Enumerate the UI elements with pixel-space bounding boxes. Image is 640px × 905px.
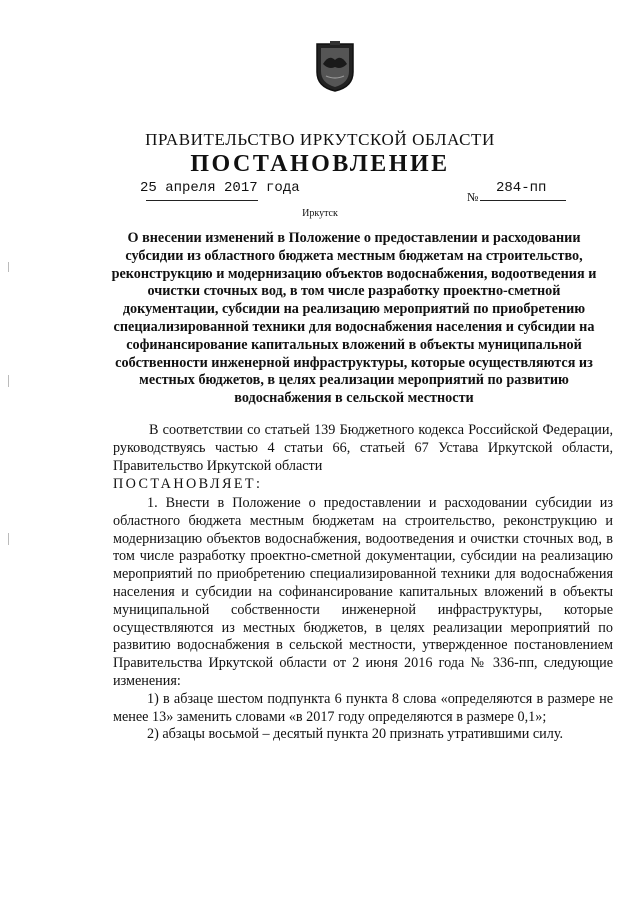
organization-name: ПРАВИТЕЛЬСТВО ИРКУТСКОЙ ОБЛАСТИ xyxy=(145,130,495,149)
resolves-heading: ПОСТАНОВЛЯЕТ: xyxy=(113,476,263,492)
document-date: 25 апреля 2017 года xyxy=(140,180,300,196)
number-underline xyxy=(480,200,566,201)
paragraph-2: 1) в абзаце шестом подпункта 6 пункта 8 слова «определяются в размере не менее 13» заменить словами «в 2017 году определяются в размере 0,1»; xyxy=(113,690,613,725)
preamble-text: В соответствии со статьей 139 Бюджетного кодекса Российской Федерации, руководствуясь частью 4 статьи 66, статьей 67 Устава Иркутской области, Правительство Иркутской области xyxy=(113,422,613,474)
document-body xyxy=(113,495,613,744)
scan-margin-mark xyxy=(8,262,9,272)
date-underline xyxy=(146,200,258,201)
paragraph-1: 1. Внести в Положение о предоставлении и расходовании субсидии из областного бюджета местным бюджетам на строительство, реконструкцию и модернизацию объектов водоснабжения, водоотведения и очистки сточных вод, в том числе разработку проектно-сметной документации, субсидии на реализацию мероприятий по приобретению специализированной техники для водоснабжения населения и субсидии на софинансирование капитальных вложений в объекты муниципальной собственности инженерной инфраструктуры, которые осуществляются из местных бюджетов, в целях реализации мероприятий по развитию водоснабжения в сельской местности, утвержденное постановлением Правительства Иркутской области от 2 июня 2016 года № 336-пп, следующие изменения: xyxy=(113,495,613,689)
paragraph-3: 2) абзацы восьмой – десятый пункта 20 признать утратившими силу. xyxy=(147,726,564,743)
number-sign: № xyxy=(467,190,479,204)
document-title: О внесении изменений в Положение о предоставлении и расходовании субсидии из областного бюджета местным бюджетам на строительство, реконструкцию и модернизацию объектов водоснабжения, водоотведения и очистки сточных вод, в том числе разработку проектно-сметной документации, субсидии на реализацию мероприятий по приобретению специализированной техники для водоснабжения населения и субсидии на софинансирование капитальных вложений в объекты муниципальной собственности инженерной инфраструктуры, которые осуществляются из местных бюджетов, в целях реализации мероприятий по развитию водоснабжения в сельской местности xyxy=(111,230,597,407)
coat-of-arms-emblem xyxy=(314,40,356,92)
scan-margin-mark xyxy=(8,375,9,387)
city-name: Иркутск xyxy=(302,208,338,219)
scan-margin-mark xyxy=(8,533,9,545)
document-type: ПОСТАНОВЛЕНИЕ xyxy=(190,151,450,177)
document-number: 284-пп xyxy=(496,180,547,196)
